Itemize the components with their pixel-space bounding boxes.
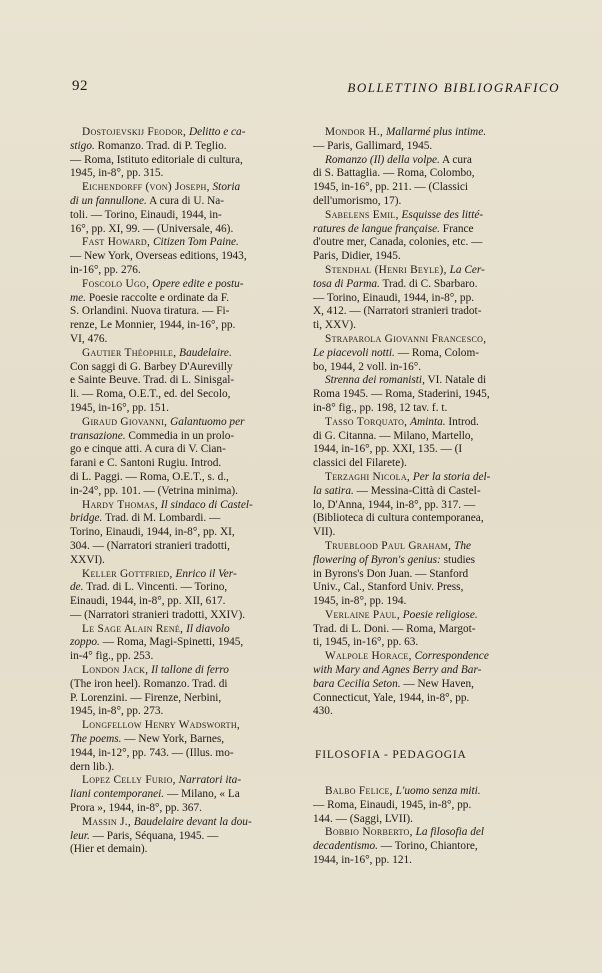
entry-details: di G. Citanna. — Milano, Martello, bbox=[313, 429, 474, 442]
entry-details: in Byrons's Don Juan. — Stanford bbox=[313, 567, 469, 580]
entry-line bbox=[70, 292, 295, 306]
entry-author: Verlaine Paul, bbox=[325, 608, 400, 621]
entry-line bbox=[70, 526, 295, 540]
entry-details: — Roma, Einaudi, 1945, in-8°, pp. bbox=[313, 798, 472, 811]
entry-line bbox=[70, 485, 295, 499]
entry-title: transazione. bbox=[70, 429, 126, 442]
entry-line bbox=[313, 705, 540, 719]
entry-line bbox=[70, 609, 295, 623]
entry-line bbox=[70, 457, 295, 471]
entry-line bbox=[70, 843, 295, 857]
entry-title: Enrico il Ver- bbox=[175, 567, 237, 580]
entry-line bbox=[70, 347, 295, 361]
entry-details: — Milano, « La bbox=[166, 788, 240, 801]
entry-author: Bobbio Norberto, bbox=[325, 826, 413, 839]
entry-title: La filosofia del bbox=[415, 826, 484, 839]
entry-details: Poesie raccolte e ordinate da F. bbox=[88, 291, 230, 304]
entry-author: Massin J., bbox=[82, 815, 132, 828]
right-column-entries bbox=[313, 126, 540, 719]
bibliography-entry bbox=[313, 650, 540, 719]
entry-line bbox=[70, 209, 295, 223]
entry-details: bo, 1944, 2 voll. in-16°. bbox=[313, 360, 422, 373]
entry-details: 1945, in-8°, pp. 194. bbox=[313, 595, 407, 608]
entry-author: Giraud Giovanni, bbox=[82, 415, 168, 428]
entry-line bbox=[313, 854, 540, 868]
entry-line bbox=[70, 319, 295, 333]
entry-details: — Roma, Colom- bbox=[397, 346, 479, 359]
entry-details: e Sainte Beuve. Trad. di L. Sinisgal- bbox=[70, 374, 235, 387]
entry-line bbox=[313, 636, 540, 650]
entry-line bbox=[313, 568, 540, 582]
entry-title: Galantuomo per bbox=[170, 415, 245, 428]
section-entries bbox=[313, 785, 540, 868]
entry-line bbox=[70, 540, 295, 554]
entry-details: d'outre mer, Canada, colonies, etc. — bbox=[313, 236, 483, 249]
entry-line bbox=[313, 540, 540, 554]
entry-line bbox=[70, 830, 295, 844]
entry-title: Aminta. bbox=[410, 415, 446, 428]
entry-line bbox=[70, 471, 295, 485]
bibliography-entry bbox=[313, 826, 540, 867]
bibliography-entry bbox=[70, 236, 295, 277]
entry-author: Gautier Théophile, bbox=[82, 346, 177, 359]
entry-line bbox=[70, 650, 295, 664]
entry-line bbox=[70, 816, 295, 830]
entry-title: Poesie religiose. bbox=[402, 608, 478, 621]
entry-details: 1944, in-12°, pp. 743. — (Illus. mo- bbox=[70, 746, 234, 759]
entry-line bbox=[70, 595, 295, 609]
entry-details: (Hier et demain). bbox=[70, 843, 148, 856]
entry-title: Le piacevoli notti. bbox=[313, 346, 395, 359]
entry-author: Trueblood Paul Graham, bbox=[325, 539, 452, 552]
entry-line bbox=[313, 195, 540, 209]
entry-details: — (Narratori stranieri tradotti, XXIV). bbox=[70, 608, 246, 621]
entry-details: — New Haven, bbox=[403, 677, 474, 690]
entry-details: VII). bbox=[313, 526, 336, 539]
entry-title: Storia bbox=[212, 181, 241, 194]
bibliography-entry bbox=[313, 785, 540, 826]
entry-title: The poems. bbox=[70, 733, 122, 746]
entry-line bbox=[313, 264, 540, 278]
entry-line bbox=[313, 126, 540, 140]
running-title: BOLLETTINO BIBLIOGRAFICO bbox=[347, 80, 560, 95]
entry-details: in-16°, pp. 276. bbox=[70, 263, 141, 276]
right-column bbox=[313, 126, 540, 868]
bibliography-entry bbox=[70, 568, 295, 623]
entry-title: liani contemporanei. bbox=[70, 788, 165, 801]
entry-details: Univ., Cal., Stanford Univ. Press, bbox=[313, 581, 464, 594]
entry-line bbox=[70, 195, 295, 209]
bibliography-entry bbox=[313, 209, 540, 264]
entry-line bbox=[70, 361, 295, 375]
entry-title: Narratori ita- bbox=[178, 774, 242, 787]
entry-details: Romanzo. Trad. di P. Teglio. bbox=[97, 139, 227, 152]
entry-details: Commedia in un prolo- bbox=[128, 429, 235, 442]
bibliography-entry bbox=[313, 264, 540, 333]
entry-line bbox=[313, 609, 540, 623]
entry-line bbox=[70, 568, 295, 582]
entry-line bbox=[70, 623, 295, 637]
entry-line bbox=[70, 126, 295, 140]
entry-line bbox=[70, 305, 295, 319]
bibliography-entry bbox=[70, 181, 295, 236]
entry-details: Trad. di L. Doni. — Roma, Margot- bbox=[313, 622, 476, 635]
entry-title: flowering of Byron's genius: bbox=[313, 553, 441, 566]
bibliography-entry bbox=[313, 126, 540, 154]
entry-details: 1944, in-16°, pp. 121. bbox=[313, 854, 412, 867]
entry-line bbox=[70, 636, 295, 650]
entry-line bbox=[313, 140, 540, 154]
entry-line bbox=[70, 223, 295, 237]
entry-details: VI, 476. bbox=[70, 332, 108, 345]
entry-line bbox=[313, 678, 540, 692]
entry-title: me. bbox=[70, 291, 86, 304]
entry-line bbox=[313, 236, 540, 250]
entry-line bbox=[70, 761, 295, 775]
entry-details: dern lib.). bbox=[70, 760, 115, 773]
bibliography-entry bbox=[70, 416, 295, 499]
entry-title: Romanzo (Il) della volpe. bbox=[325, 153, 440, 166]
entry-details: A cura bbox=[442, 153, 472, 166]
entry-details: lo, D'Anna, 1944, in-8°, pp. 317. — bbox=[313, 498, 476, 511]
entry-details: 1945, in-16°, pp. 151. bbox=[70, 401, 169, 414]
entry-author: Le Sage Alain René, bbox=[82, 622, 184, 635]
entry-author: Balbo Felice, bbox=[325, 785, 393, 798]
entry-details: — New York, Barnes, bbox=[124, 733, 225, 746]
entry-details: Trad. di C. Sbarbaro. bbox=[382, 277, 478, 290]
entry-line bbox=[313, 209, 540, 223]
entry-details: France bbox=[442, 222, 474, 235]
entry-details: S. Orlandini. Nuova tiratura. — Fi- bbox=[70, 305, 230, 318]
entry-line bbox=[70, 788, 295, 802]
entry-line bbox=[313, 416, 540, 430]
entry-details: — Torino, Einaudi, 1944, in-8°, pp. bbox=[313, 291, 475, 304]
entry-line bbox=[313, 650, 540, 664]
entry-details: Introd. bbox=[448, 415, 479, 428]
entry-line bbox=[313, 554, 540, 568]
entry-line bbox=[70, 705, 295, 719]
entry-title: Baudelaire devant la dou- bbox=[133, 815, 252, 828]
entry-title: de. bbox=[70, 581, 84, 594]
entry-title: Strenna dei romanisti, bbox=[325, 374, 425, 387]
entry-details: ti, 1945, in-16°, pp. 63. bbox=[313, 636, 419, 649]
bibliography-entry bbox=[313, 416, 540, 471]
bibliography-entry bbox=[70, 719, 295, 774]
entry-line bbox=[70, 416, 295, 430]
entry-author: Walpole Horace, bbox=[325, 650, 412, 663]
entry-line bbox=[70, 747, 295, 761]
entry-details: XXVI). bbox=[70, 553, 105, 566]
entry-author: Terzaghi Nicola, bbox=[325, 470, 411, 483]
entry-details: — Roma, Istituto editoriale di cultura, bbox=[70, 153, 243, 166]
entry-title: la satira. bbox=[313, 484, 354, 497]
entry-title: Il diavolo bbox=[186, 622, 230, 635]
entry-line bbox=[70, 443, 295, 457]
entry-author: Hardy Thomas, bbox=[82, 498, 158, 511]
entry-details: renze, Le Monnier, 1944, in-16°, pp. bbox=[70, 319, 236, 332]
entry-details: 1944, in-16°, pp. XXI, 135. — (I bbox=[313, 443, 463, 456]
entry-details: 304. — (Narratori stranieri tradotti, bbox=[70, 539, 230, 552]
entry-details: Paris, Didier, 1945. bbox=[313, 250, 401, 263]
entry-title: Delitto e ca- bbox=[189, 126, 246, 138]
entry-details: — New York, Overseas editions, 1943, bbox=[70, 250, 247, 263]
section-heading: FILOSOFIA - PEDAGOGIA bbox=[315, 749, 467, 762]
entry-title: Esquisse des litté- bbox=[401, 208, 484, 221]
entry-author: London Jack, bbox=[82, 664, 149, 677]
entry-line bbox=[313, 826, 540, 840]
entry-author: Longfellow Henry Wadsworth, bbox=[82, 719, 241, 732]
entry-line bbox=[313, 388, 540, 402]
entry-line bbox=[70, 264, 295, 278]
entry-line bbox=[313, 664, 540, 678]
entry-line bbox=[70, 678, 295, 692]
entry-details: 1945, in-8°, pp. 273. bbox=[70, 705, 164, 718]
entry-line bbox=[313, 278, 540, 292]
entry-line bbox=[313, 457, 540, 471]
entry-line bbox=[313, 167, 540, 181]
entry-line bbox=[313, 581, 540, 595]
bibliography-entry bbox=[70, 126, 295, 181]
entry-details: (The iron heel). Romanzo. Trad. di bbox=[70, 677, 228, 690]
entry-title: Mallarmé plus intime. bbox=[385, 126, 487, 138]
entry-title: La Cer- bbox=[449, 263, 485, 276]
entry-details: VI. Natale di bbox=[427, 374, 487, 387]
entry-details: P. Lorenzini. — Firenze, Nerbini, bbox=[70, 691, 222, 704]
entry-line bbox=[313, 526, 540, 540]
bibliography-entry bbox=[70, 664, 295, 719]
entry-line bbox=[313, 292, 540, 306]
entry-line bbox=[70, 236, 295, 250]
bibliography-entry bbox=[313, 333, 540, 374]
entry-details: A cura di U. Na- bbox=[149, 194, 225, 207]
entry-line bbox=[313, 799, 540, 813]
entry-line bbox=[313, 154, 540, 168]
entry-details: Trad. di L. Vincenti. — Torino, bbox=[86, 581, 228, 594]
entry-title: with Mary and Agnes Berry and Bar- bbox=[313, 664, 482, 677]
bibliography-entry bbox=[70, 347, 295, 416]
entry-line bbox=[313, 347, 540, 361]
entry-line bbox=[70, 278, 295, 292]
entry-line bbox=[70, 374, 295, 388]
entry-line bbox=[313, 181, 540, 195]
entry-title: The bbox=[454, 539, 471, 552]
entry-line bbox=[70, 388, 295, 402]
entry-line bbox=[70, 733, 295, 747]
entry-line bbox=[70, 250, 295, 264]
entry-author: Dostojevskij Feodor, bbox=[82, 126, 187, 138]
entry-line bbox=[70, 512, 295, 526]
entry-line bbox=[70, 774, 295, 788]
entry-line bbox=[70, 402, 295, 416]
entry-line bbox=[313, 471, 540, 485]
entry-title: stigo. bbox=[70, 139, 95, 152]
entry-title: tosa di Parma. bbox=[313, 277, 380, 290]
entry-details: 1945, in-8°, pp. 315. bbox=[70, 167, 164, 180]
entry-details: go e cinque atti. A cura di V. Cian- bbox=[70, 443, 226, 456]
entry-details: Roma 1945. — Roma, Staderini, 1945, bbox=[313, 388, 490, 401]
entry-author: Eichendorff (von) Joseph, bbox=[82, 181, 210, 194]
entry-author: Lopez Celly Furio, bbox=[82, 774, 176, 787]
bibliography-entry bbox=[313, 540, 540, 609]
entry-details: Trad. di M. Lombardi. — bbox=[104, 512, 221, 525]
entry-author: Mondor H., bbox=[325, 126, 384, 138]
entry-title: L'uomo senza miti. bbox=[395, 785, 481, 798]
entry-author: Tasso Torquato, bbox=[325, 415, 408, 428]
bibliography-entry bbox=[70, 623, 295, 664]
entry-details: — Torino, Chiantore, bbox=[380, 840, 478, 853]
entry-title: di un fannullone. bbox=[70, 194, 147, 207]
entry-title: Per la storia del- bbox=[412, 470, 491, 483]
entry-details: in-4° fig., pp. 253. bbox=[70, 650, 154, 663]
bibliography-entry bbox=[313, 609, 540, 650]
entry-details: studies bbox=[443, 553, 476, 566]
entry-line bbox=[313, 374, 540, 388]
entry-line bbox=[70, 154, 295, 168]
entry-details: 1945, in-16°, pp. 211. — (Classici bbox=[313, 181, 469, 194]
entry-line bbox=[70, 499, 295, 513]
entry-title: Il tallone di ferro bbox=[151, 664, 229, 677]
entry-author: Keller Gottfried, bbox=[82, 567, 173, 580]
entry-line bbox=[313, 595, 540, 609]
entry-title: bara Cecilia Seton. bbox=[313, 677, 401, 690]
entry-line bbox=[70, 167, 295, 181]
bibliography-entry bbox=[70, 499, 295, 568]
entry-line bbox=[70, 719, 295, 733]
entry-title: Baudelaire. bbox=[179, 346, 232, 359]
entry-author: Foscolo Ugo, bbox=[82, 277, 150, 290]
bibliography-entry bbox=[313, 154, 540, 209]
entry-details: — Roma, Magi-Spinetti, 1945, bbox=[102, 636, 244, 649]
entry-details: — Paris, Gallimard, 1945. bbox=[313, 139, 433, 152]
entry-line bbox=[313, 361, 540, 375]
entry-line bbox=[70, 664, 295, 678]
entry-title: decadentismo. bbox=[313, 840, 378, 853]
entry-details: farani e C. Santoni Rugiu. Introd. bbox=[70, 457, 222, 470]
entry-line bbox=[313, 223, 540, 237]
entry-details: 16°, pp. XI, 99. — (Universale, 46). bbox=[70, 222, 234, 235]
entry-line bbox=[313, 840, 540, 854]
entry-details: Prora », 1944, in-8°, pp. 367. bbox=[70, 802, 202, 815]
entry-title: zoppo. bbox=[70, 636, 100, 649]
entry-title: bridge. bbox=[70, 512, 103, 525]
bibliography-entry bbox=[70, 774, 295, 815]
entry-line bbox=[313, 305, 540, 319]
entry-title: leur. bbox=[70, 829, 90, 842]
entry-line bbox=[70, 581, 295, 595]
entry-details: toli. — Torino, Einaudi, 1944, in- bbox=[70, 208, 222, 221]
entry-author: Straparola Giovanni Francesco, bbox=[325, 332, 487, 345]
entry-details: di S. Battaglia. — Roma, Colombo, bbox=[313, 167, 475, 180]
entry-details: 430. bbox=[313, 705, 333, 718]
bibliography-entry bbox=[70, 816, 295, 857]
entry-details: li. — Roma, O.E.T., ed. del Secolo, bbox=[70, 388, 231, 401]
entry-line bbox=[313, 499, 540, 513]
entry-title: Opere edite e postu- bbox=[152, 277, 244, 290]
entry-line bbox=[70, 802, 295, 816]
entry-line bbox=[70, 692, 295, 706]
entry-line bbox=[70, 554, 295, 568]
entry-details: classici del Filarete). bbox=[313, 457, 407, 470]
entry-line bbox=[70, 333, 295, 347]
entry-details: X, 412. — (Narratori stranieri tradot- bbox=[313, 305, 482, 318]
bibliography-entry bbox=[313, 471, 540, 540]
entry-details: (Biblioteca di cultura contemporanea, bbox=[313, 512, 484, 525]
entry-details: Con saggi di G. Barbey D'Aurevilly bbox=[70, 360, 233, 373]
entry-details: 144. — (Saggi, LVII). bbox=[313, 812, 413, 825]
left-column bbox=[70, 126, 295, 857]
entry-line bbox=[313, 402, 540, 416]
entry-details: ti, XXV). bbox=[313, 319, 356, 332]
entry-line bbox=[313, 319, 540, 333]
entry-author: Sabelens Emil, bbox=[325, 208, 399, 221]
entry-details: in-8° fig., pp. 198, 12 tav. f. t. bbox=[313, 401, 448, 414]
entry-line bbox=[70, 181, 295, 195]
entry-title: Correspondence bbox=[414, 650, 489, 663]
entry-line bbox=[313, 813, 540, 827]
entry-title: ratures de langue française. bbox=[313, 222, 440, 235]
entry-line bbox=[313, 485, 540, 499]
entry-line bbox=[313, 512, 540, 526]
entry-details: in-24°, pp. 101. — (Vetrina minima). bbox=[70, 484, 238, 497]
entry-details: Connecticut, Yale, 1944, in-8°, pp. bbox=[313, 691, 470, 704]
entry-details: — Paris, Séquana, 1945. — bbox=[92, 829, 219, 842]
entry-title: Citizen Tom Paine. bbox=[152, 236, 239, 249]
entry-line bbox=[313, 623, 540, 637]
entry-details: Torino, Einaudi, 1944, in-8°, pp. XI, bbox=[70, 526, 235, 539]
page-number: 92 bbox=[72, 78, 88, 94]
entry-line bbox=[313, 785, 540, 799]
entry-line bbox=[313, 430, 540, 444]
entry-title: Il sindaco di Castel- bbox=[160, 498, 253, 511]
entry-line bbox=[313, 443, 540, 457]
bibliography-entry bbox=[70, 278, 295, 347]
entry-line bbox=[313, 692, 540, 706]
entry-details: — Messina-Città di Castel- bbox=[356, 484, 481, 497]
entry-line bbox=[313, 333, 540, 347]
entry-line bbox=[313, 250, 540, 264]
entry-details: di L. Paggi. — Roma, O.E.T., s. d., bbox=[70, 470, 229, 483]
bibliography-entry bbox=[313, 374, 540, 415]
entry-details: Einaudi, 1944, in-8°, pp. XII, 617. bbox=[70, 595, 226, 608]
entry-line bbox=[70, 430, 295, 444]
entry-details: dell'umorismo, 17). bbox=[313, 194, 402, 207]
entry-author: Fast Howard, bbox=[82, 236, 151, 249]
entry-author: Stendhal (Henri Beyle), bbox=[325, 263, 447, 276]
entry-line bbox=[70, 140, 295, 154]
